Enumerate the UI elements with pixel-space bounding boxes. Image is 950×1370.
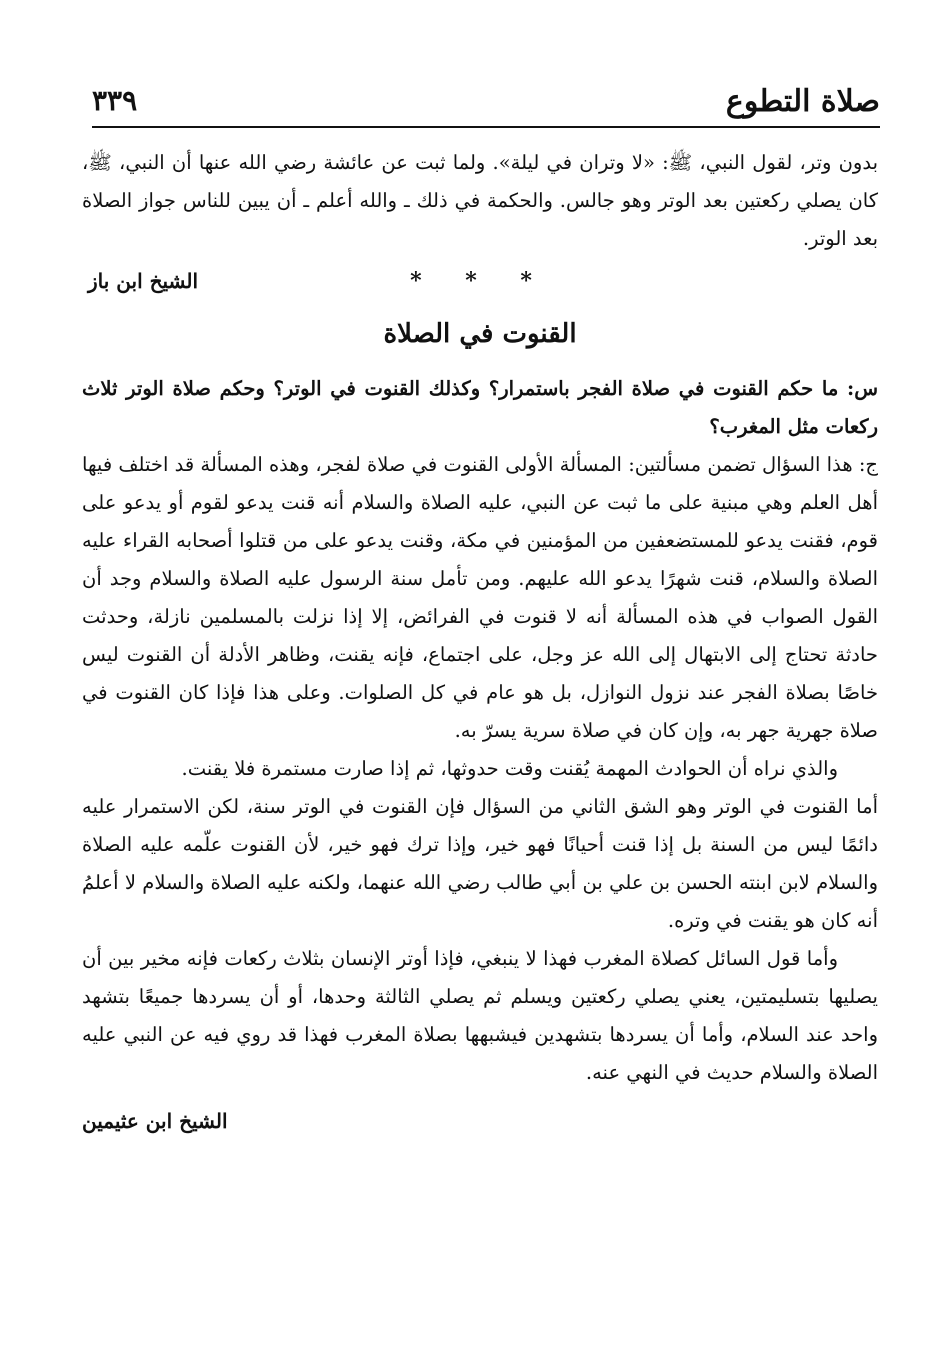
answer-paragraph-3: أما القنوت في الوتر وهو الشق الثاني من السؤال فإن القنوت في الوتر سنة، لكن الاستمرار عليه دائمًا ليس من السنة بل إذا قنت أحيانًا فهو خير، وإذا ترك فهو خير، لأن القنوت علّمه عليه الصلاة والسلام لابن ابنته الحسن بن علي بن أبي طالب رضي الله عنهما، ولكنه عليه الصلاة والسلام لا أعلمُ أنه كان هو يقنت في وتره. [82,795,878,932]
page-body [82,144,878,1140]
answer-paragraph-4: وأما قول السائل كصلاة المغرب فهذا لا ينبغي، فإذا أوتر الإنسان بثلاث ركعات فإنه مخير بين أن يصليها بتسليمتين، يعني يصلي ركعتين ويسلم ثم يصلي الثالثة وحدها، أو أن يسردها جميعًا بتشهد واحد عند السلام، وأما أن يسردها بتشهدين فيشبهها بصلاة المغرب فهذا قد روي فيه عن النبي عليه الصلاة والسلام حديث في النهي عنه. [82,947,878,1084]
answer-paragraph-1: ج: هذا السؤال تضمن مسألتين: المسألة الأولى القنوت في صلاة لفجر، وهذه المسألة قد اختلف فيها أهل العلم وهي مبنية على ما ثبت عن النبي، عليه الصلاة والسلام أنه قنت يدعو لقوم أو يدعو على قوم، فقنت يدعو للمستضعفين من المؤمنين في مكة، وقنت يدعو على من قتلوا أصحابه القراء عليه الصلاة والسلام، قنت شهرًا يدعو الله عليهم. ومن تأمل سنة الرسول عليه الصلاة والسلام وجد أن القول الصواب في هذه المسألة أنه لا قنوت في الفرائض، إلا إذا نزلت بالمسلمين نازلة، وحدثت حادثة تحتاج إلى الابتهال إلى الله عز وجل، على اجتماع، فإنه يقنت، وظاهر الأدلة أن القنوت ليس خاصًا بصلاة الفجر عند نزول النوازل، بل هو عام في كل الصلوات. وعلى هذا فإذا كان القنوت في صلاة جهرية جهر به، وإن كان في صلاة سرية يسرّ به. [82,453,878,742]
question-paragraph: س: ما حكم القنوت في صلاة الفجر باستمرار؟ وكذلك القنوت في الوتر؟ وحكم صلاة الوتر ثلاث ركعات مثل المغرب؟ [82,377,878,438]
signature-ibn-baz: الشيخ ابن باز [88,269,199,293]
section-title: القنوت في الصلاة [383,319,577,349]
intro-signature-row [82,262,878,302]
section-separator: * * * [410,268,550,294]
running-title: صلاة التطوع [725,84,880,119]
intro-paragraph: بدون وتر، لقول النبي، ﷺ: «لا وتران في ليلة». ولما ثبت عن عائشة رضي الله عنها أن النبي، ﷺ، كان يصلي ركعتين بعد الوتر وهو جالس. والحكمة في ذلك ـ والله أعلم ـ أن يبين للناس جواز الصلاة بعد الوتر. [82,151,878,250]
page-header [92,80,880,128]
signature-ibn-uthaymin: الشيخ ابن عثيمين [82,1109,228,1133]
answer-paragraph-2: والذي نراه أن الحوادث المهمة يُقنت وقت حدوثها، ثم إذا صارت مستمرة فلا يقنت. [181,757,838,780]
page-number: ٣٣٩ [92,84,138,117]
